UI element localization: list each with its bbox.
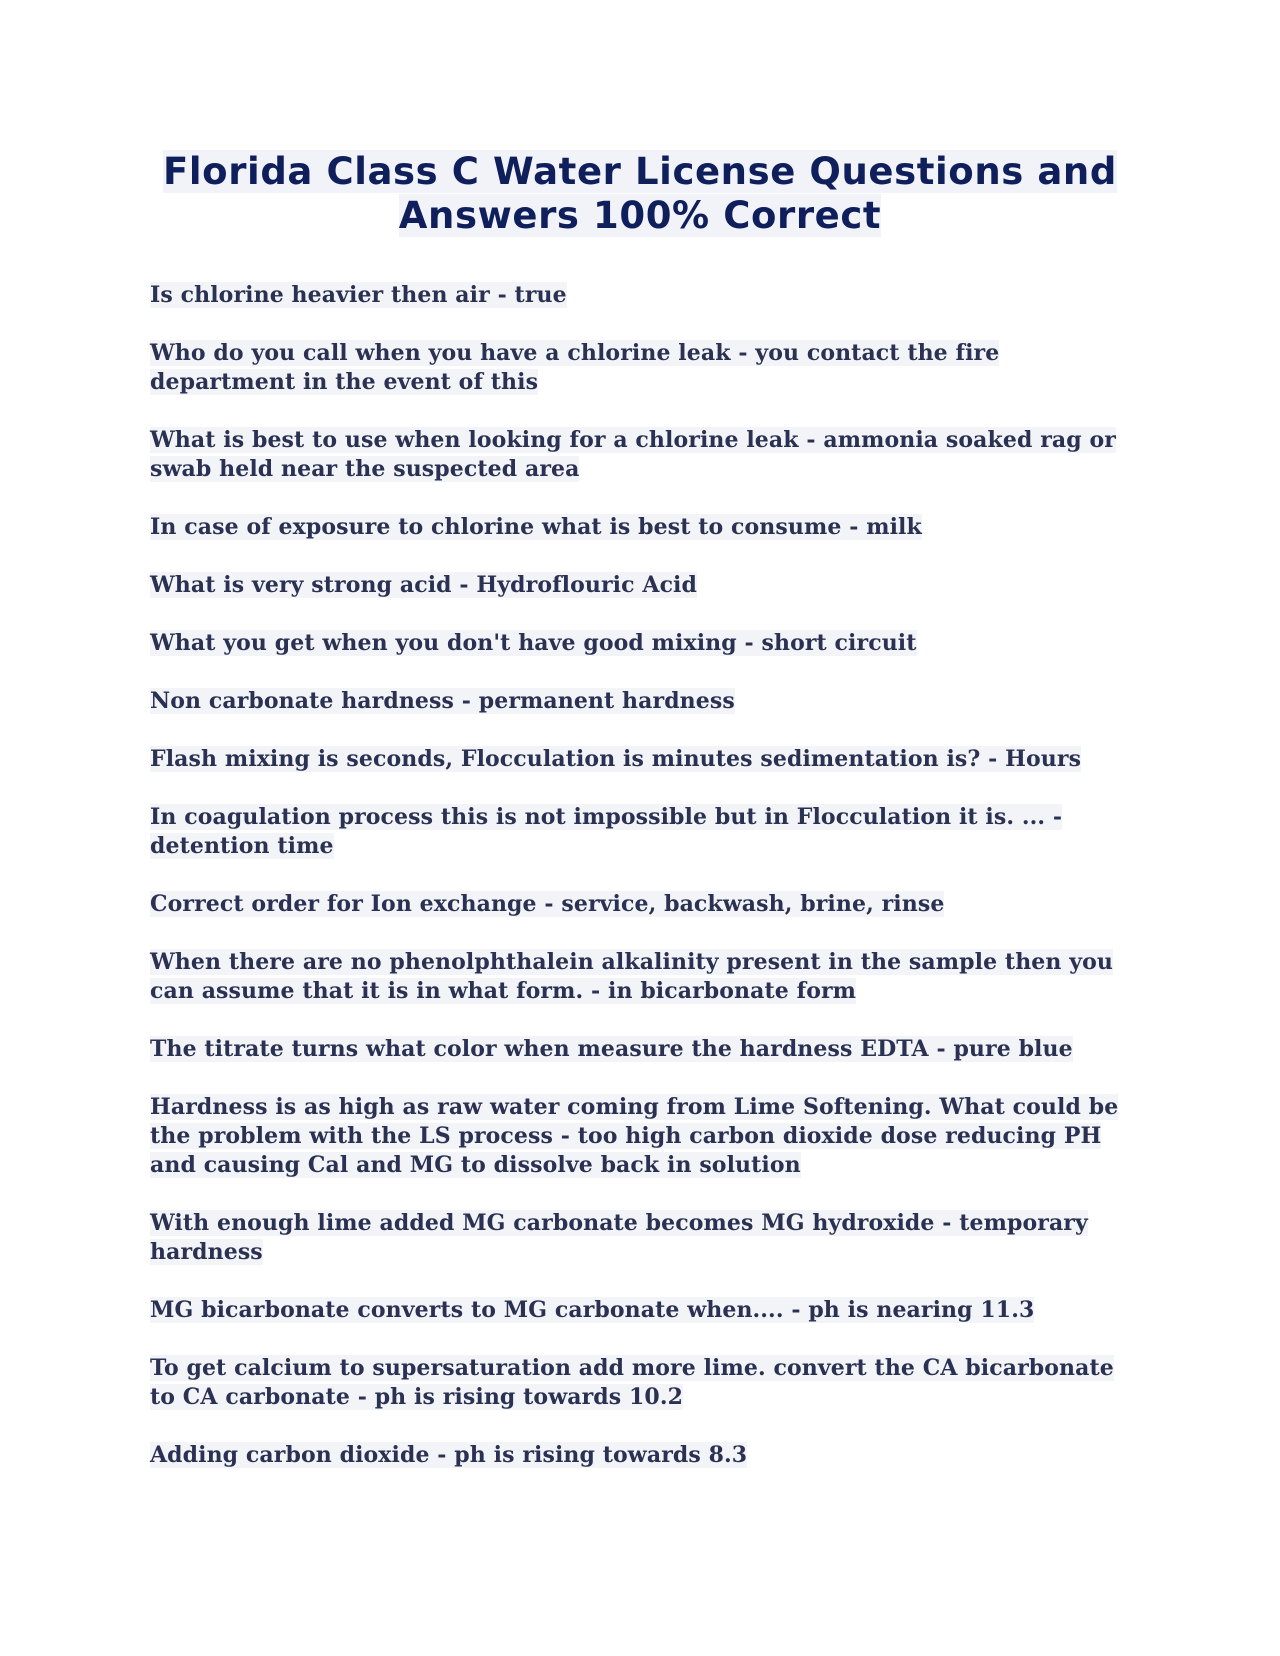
qa-item: MG bicarbonate converts to MG carbonate when.... - ph is nearing 11.3 <box>150 1297 1035 1323</box>
qa-item: Who do you call when you have a chlorine leak - you contact the fire department in the event of this <box>150 340 1000 395</box>
qa-item: In case of exposure to chlorine what is best to consume - milk <box>150 514 922 540</box>
page-title <box>140 150 1140 238</box>
qa-item: To get calcium to supersaturation add more lime. convert the CA bicarbonate to CA carbonate - ph is rising towards 10.2 <box>150 1355 1114 1410</box>
qa-item: What is very strong acid - Hydroflouric Acid <box>150 572 697 598</box>
qa-item: What is best to use when looking for a chlorine leak - ammonia soaked rag or swab held near the suspected area <box>150 427 1116 482</box>
page-title-text: Florida Class C Water License Questions and Answers 100% Correct <box>163 150 1117 237</box>
qa-item: Is chlorine heavier then air - true <box>150 282 567 308</box>
qa-item: Adding carbon dioxide - ph is rising towards 8.3 <box>150 1442 748 1468</box>
qa-list <box>150 281 1135 1499</box>
qa-item: Non carbonate hardness - permanent hardness <box>150 688 735 714</box>
qa-item: The titrate turns what color when measure the hardness EDTA - pure blue <box>150 1036 1073 1062</box>
qa-item: Correct order for Ion exchange - service, backwash, brine, rinse <box>150 891 945 917</box>
qa-item: When there are no phenolphthalein alkalinity present in the sample then you can assume that it is in what form. - in bicarbonate form <box>150 949 1113 1004</box>
qa-item: With enough lime added MG carbonate becomes MG hydroxide - temporary hardness <box>150 1210 1088 1265</box>
qa-item: In coagulation process this is not impossible but in Flocculation it is. ... - detention time <box>150 804 1063 859</box>
qa-item: Hardness is as high as raw water coming from Lime Softening. What could be the problem with the LS process - too high carbon dioxide dose reducing PH and causing Cal and MG to dissolve back in solution <box>150 1094 1119 1178</box>
qa-item: What you get when you don't have good mixing - short circuit <box>150 630 917 656</box>
qa-item: Flash mixing is seconds, Flocculation is minutes sedimentation is? - Hours <box>150 746 1082 772</box>
